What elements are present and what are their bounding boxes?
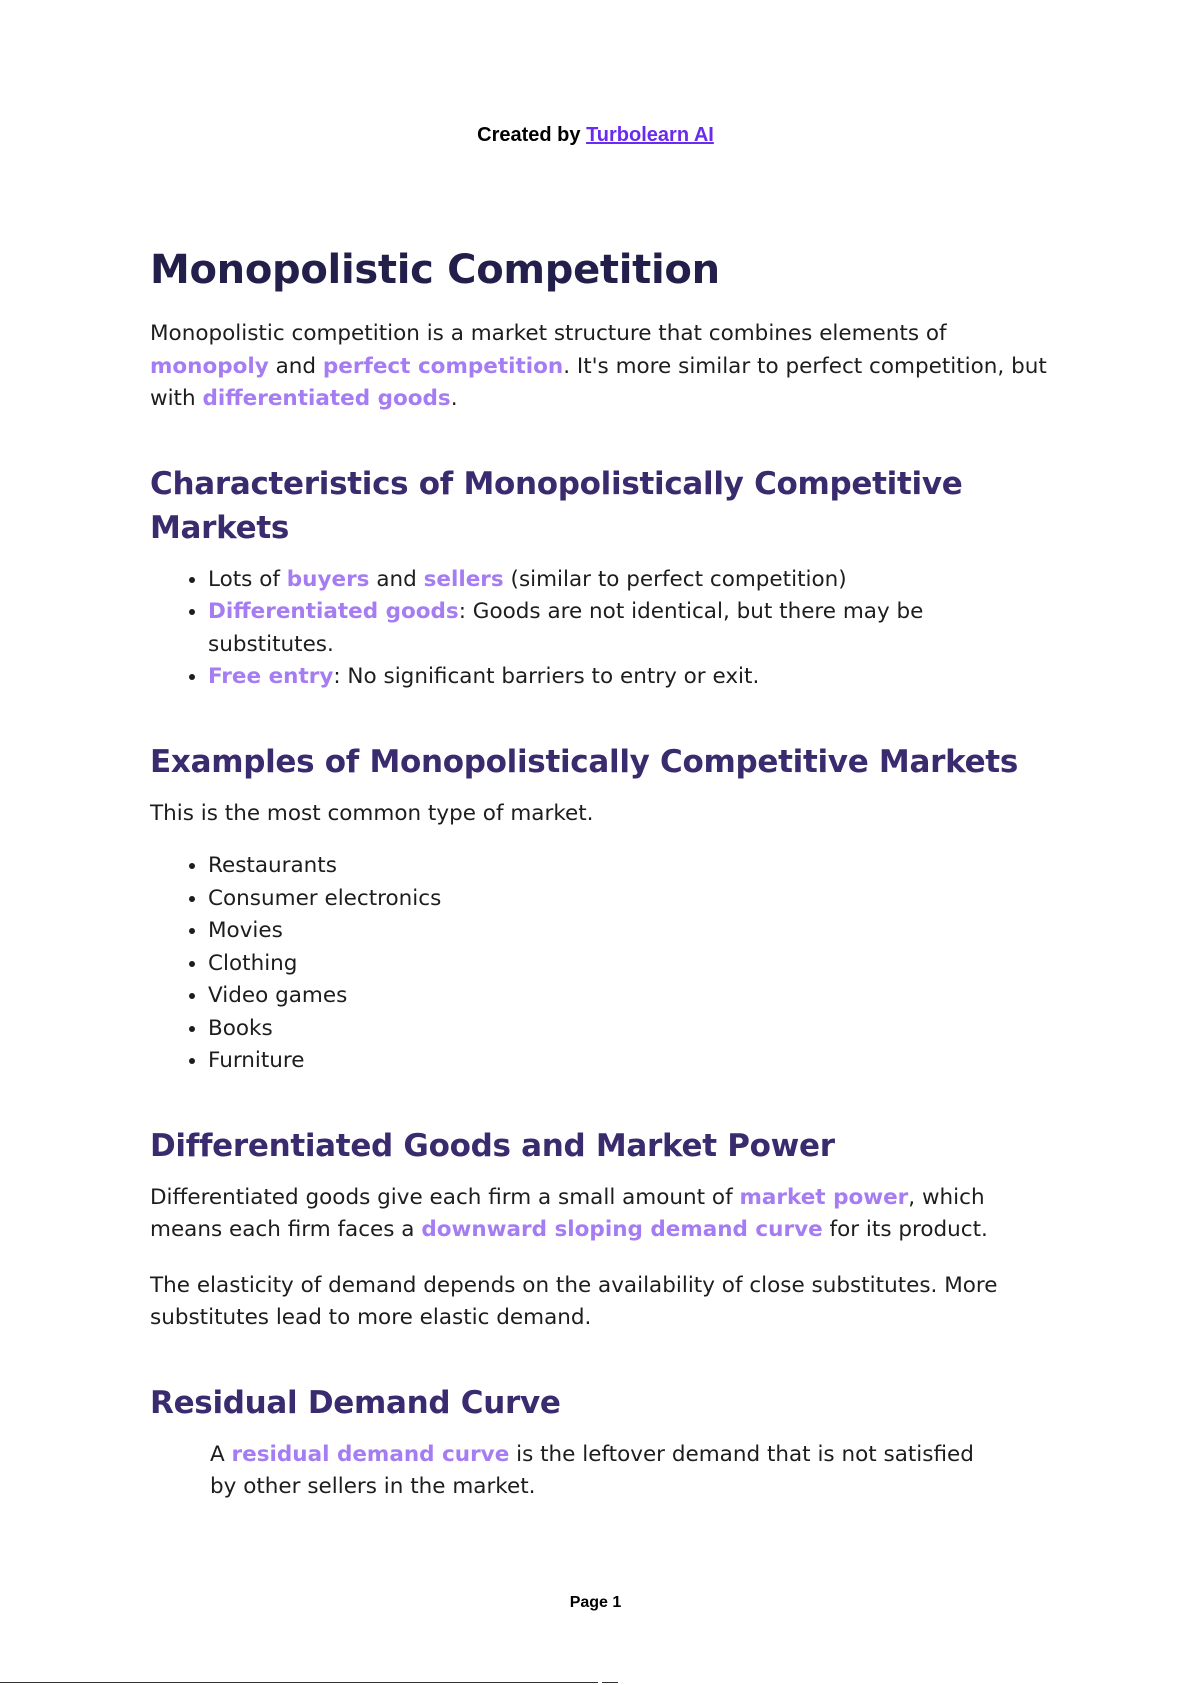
char1-text-1: Lots of	[208, 566, 287, 592]
examples-intro: This is the most common type of market.	[150, 800, 594, 826]
characteristics-heading: Characteristics of Monopolistically Competitive Markets	[150, 465, 963, 546]
examples-heading: Examples of Monopolistically Competitive Markets	[150, 743, 1018, 780]
document-body	[150, 240, 1050, 1504]
elasticity-paragraph: The elasticity of demand depends on the availability of close substitutes. More substitutes lead to more elastic demand.	[150, 1272, 998, 1330]
differentiated-heading: Differentiated Goods and Market Power	[150, 1127, 835, 1164]
page-number: Page 1	[569, 1594, 622, 1611]
diff-text-2: , which means each firm faces a	[150, 1184, 985, 1242]
residual-quote	[150, 1439, 980, 1504]
res-text-1: A	[210, 1441, 232, 1467]
term-monopoly: monopoly	[150, 353, 269, 379]
diff-text-1: Differentiated goods give each firm a small amount of	[150, 1184, 740, 1210]
list-item: • Books	[208, 1013, 1050, 1046]
examples-list	[150, 850, 1050, 1078]
char1-text-3: (similar to perfect competition)	[503, 566, 847, 592]
char1-text-2: and	[369, 566, 424, 592]
footer-divider-short	[602, 1682, 618, 1683]
intro-text-4: .	[450, 386, 458, 411]
term-downward-sloping-demand-curve: downward sloping demand curve	[421, 1217, 823, 1242]
term-market-power: market power	[739, 1184, 909, 1210]
term-differentiated-goods-2: Differentiated goods	[208, 599, 459, 624]
list-item: • Video games	[208, 980, 1050, 1013]
list-item	[208, 596, 1050, 661]
term-perfect-competition: perfect competition	[322, 353, 564, 379]
market-power-paragraph	[150, 1182, 1050, 1247]
term-buyers: buyers	[286, 566, 370, 592]
characteristics-list	[150, 564, 1050, 694]
term-residual-demand-curve: residual demand curve	[231, 1441, 510, 1467]
list-item: • Movies	[208, 915, 1050, 948]
list-item	[208, 661, 1050, 694]
term-sellers: sellers	[423, 566, 504, 592]
intro-text-3: . It's more similar to perfect competition, but with	[150, 353, 1047, 411]
char2-text: : Goods are not identical, but there may be substitutes.	[208, 599, 924, 657]
char3-text: : No significant barriers to entry or exit.	[333, 664, 760, 689]
list-item	[208, 564, 1050, 597]
intro-paragraph	[150, 318, 1050, 416]
intro-text-1: Monopolistic competition is a market structure that combines elements of	[150, 321, 947, 346]
intro-text-2: and	[268, 353, 323, 379]
created-by-label: Created by	[477, 124, 587, 146]
page-title: Monopolistic Competition	[150, 247, 720, 293]
res-text-2: is the leftover demand that is not satisfied by other sellers in the market.	[210, 1441, 974, 1499]
diff-text-3: for its product.	[822, 1217, 988, 1242]
footer-divider	[0, 1682, 598, 1683]
residual-heading: Residual Demand Curve	[150, 1384, 561, 1421]
term-free-entry: Free entry	[208, 664, 334, 689]
list-item: • Restaurants	[208, 850, 1050, 883]
list-item: • Consumer electronics	[208, 883, 1050, 916]
created-by-banner	[0, 124, 1191, 147]
list-item: • Furniture	[208, 1045, 1050, 1078]
list-item: • Clothing	[208, 948, 1050, 981]
term-differentiated-goods: differentiated goods	[202, 386, 451, 411]
turbolearn-link[interactable]: Turbolearn AI	[586, 124, 714, 146]
